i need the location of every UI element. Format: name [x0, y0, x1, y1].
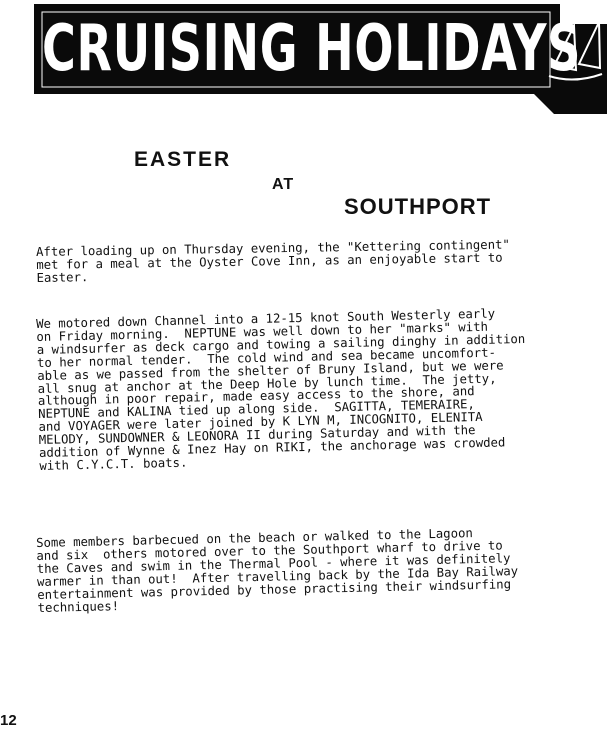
paragraph-3: Some members barbecued on the beach or walked to the Lagoon and six others motored over to the Southport wharf to drive to the Caves and swim in the Thermal Pool - where it was definitely warmer in than out! After travelling back by the Ida Bay Railway entertainment was provided by those practising their windsurfing techniques!	[35, 526, 519, 615]
heading-southport: SOUTHPORT	[344, 194, 492, 219]
page-number: 12	[0, 712, 17, 729]
paragraph-2: We motored down Channel into a 12-15 knot South Westerly early on Friday morning. NEPTUNE was well down to her "marks" with a windsurfer as deck cargo and towing a sailing dinghy in addition to her normal tender. The cold wind and sea became uncomfort- able as we passed from the shelter of Bruny Island, but we were all snug at anchor at the Deep Hole by lunch time. The jetty, although in poor repair, made easy access to the shore, and NEPTUNE and KALINA tied up along side. SAGITTA, TEMERAIRE, and VOYAGER were later joined by K LYN M, INCOGNITO, ELENITA MELODY, SUNDOWNER & LEONORA II during Saturday and with the addition of Wynne & Inez Hay on RIKI, the anchorage was crowded with C.Y.C.T. boats.	[35, 306, 526, 473]
heading-at: AT	[272, 176, 295, 193]
banner	[34, 4, 607, 114]
paragraph-1: After loading up on Thursday evening, the "Kettering contingent" met for a meal at the Oyster Cove Inn, as an enjoyable start to Easter.	[35, 237, 510, 285]
heading-easter: EASTER	[134, 148, 232, 171]
banner-title: CRUISING HOLIDAYS	[42, 12, 582, 86]
